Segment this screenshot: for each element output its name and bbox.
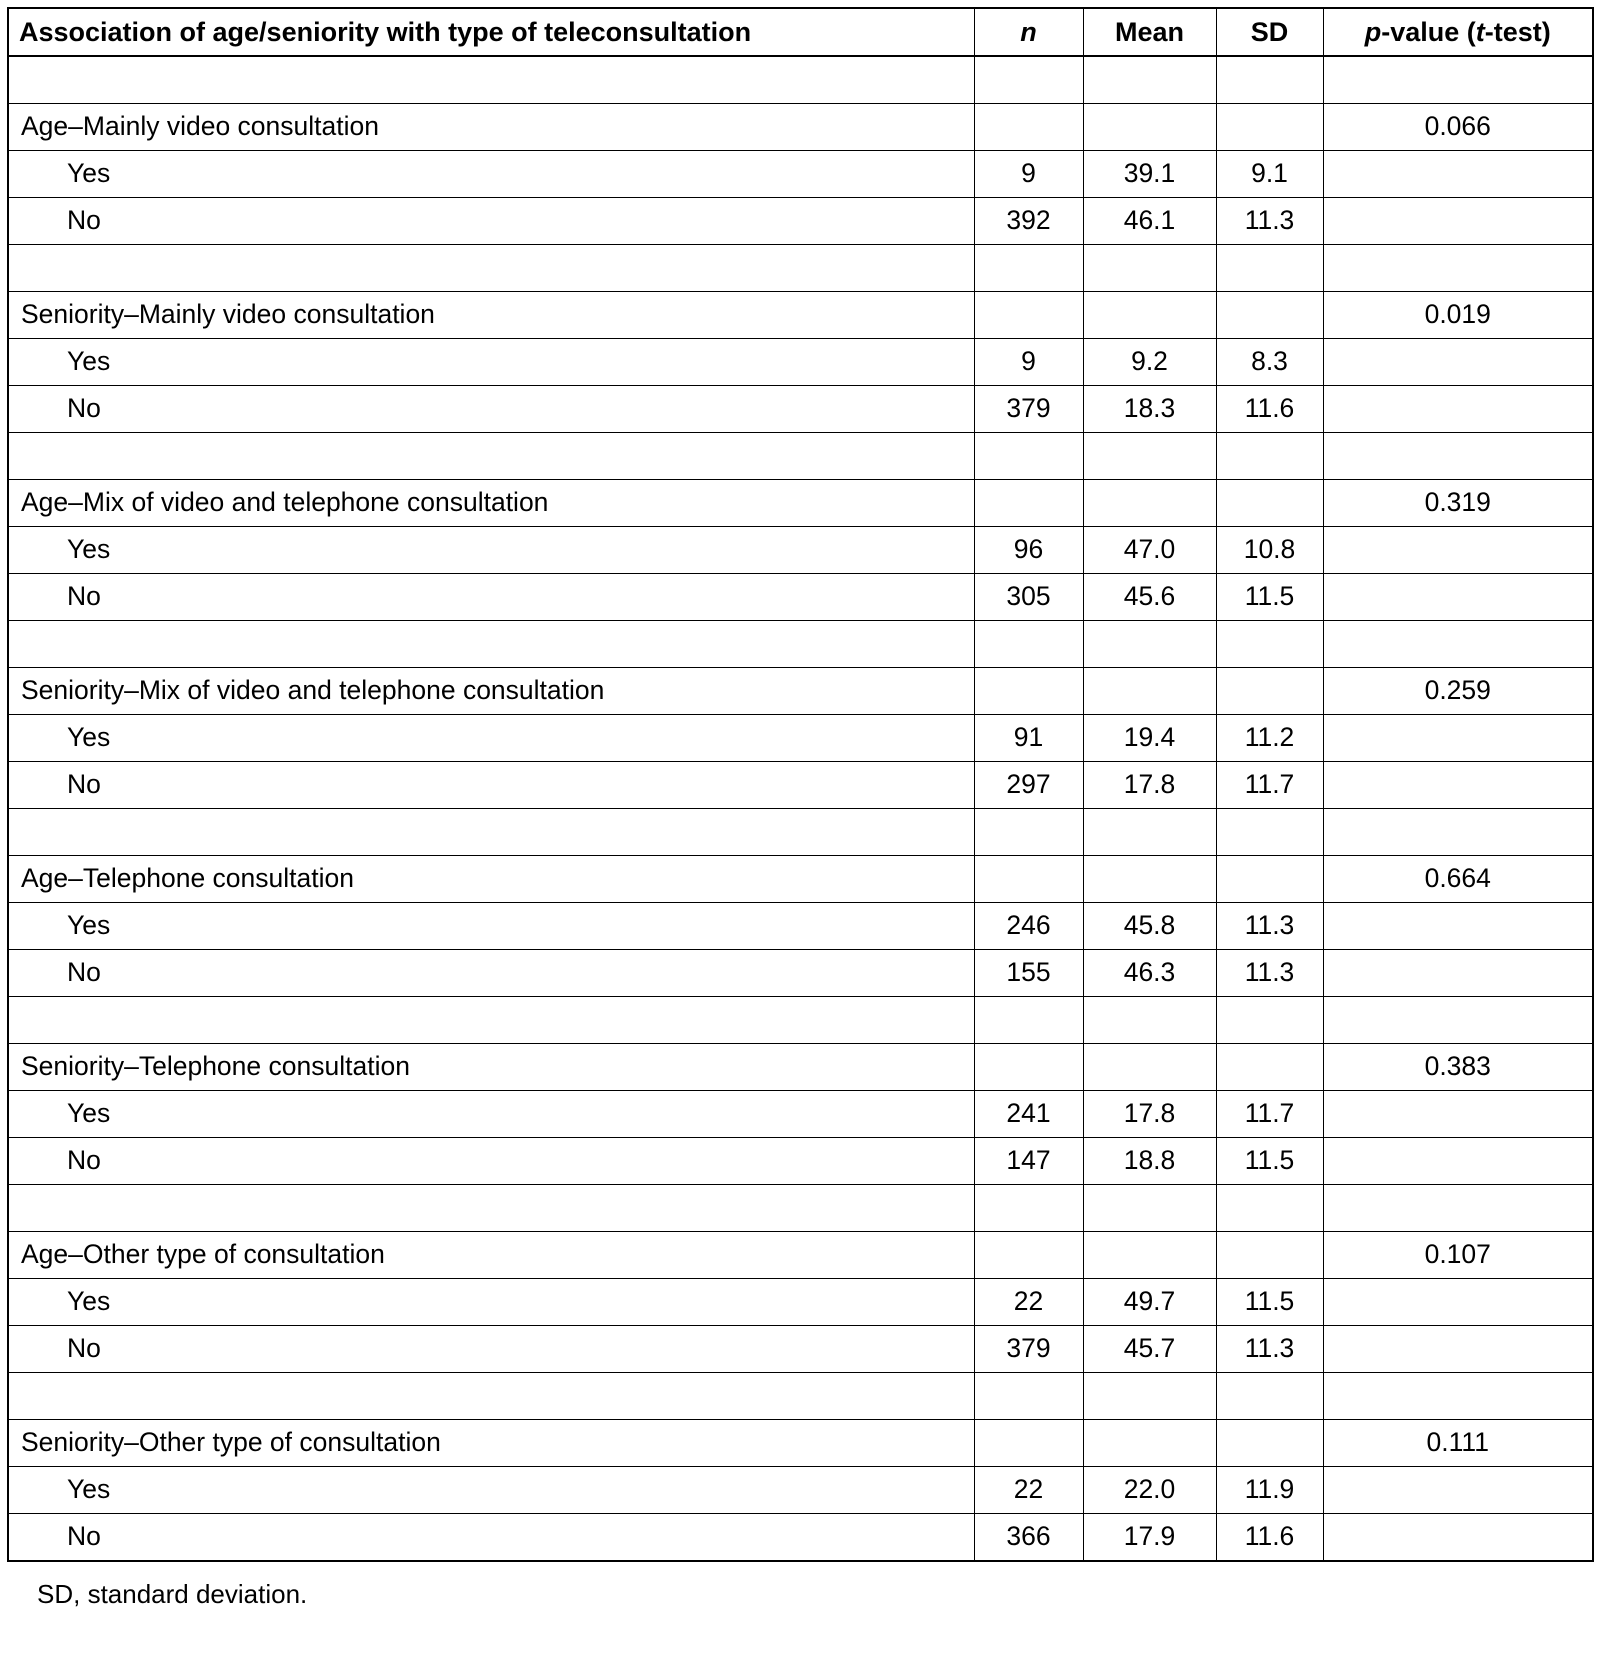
table-header	[8, 8, 1593, 56]
group-header-row	[8, 1044, 1593, 1091]
spacer-cell-description	[8, 56, 974, 104]
row-pvalue	[1323, 1326, 1593, 1373]
group-pvalue: 0.111	[1323, 1420, 1593, 1467]
group-n	[974, 292, 1083, 339]
table-row	[8, 1326, 1593, 1373]
row-label: Yes	[8, 715, 974, 762]
row-n: 305	[974, 574, 1083, 621]
spacer-cell-mean	[1083, 621, 1216, 668]
table-row	[8, 1091, 1593, 1138]
row-n: 366	[974, 1514, 1083, 1562]
row-n: 155	[974, 950, 1083, 997]
group-mean	[1083, 1420, 1216, 1467]
spacer-row	[8, 433, 1593, 480]
table-row	[8, 715, 1593, 762]
group-mean	[1083, 104, 1216, 151]
table-row	[8, 1467, 1593, 1514]
header-row	[8, 8, 1593, 56]
group-pvalue: 0.259	[1323, 668, 1593, 715]
row-sd: 8.3	[1216, 339, 1323, 386]
row-label: Yes	[8, 1279, 974, 1326]
row-pvalue	[1323, 1467, 1593, 1514]
row-mean: 45.6	[1083, 574, 1216, 621]
row-n: 9	[974, 151, 1083, 198]
row-mean: 46.3	[1083, 950, 1216, 997]
row-n: 246	[974, 903, 1083, 950]
row-pvalue	[1323, 339, 1593, 386]
group-n	[974, 668, 1083, 715]
spacer-cell-n	[974, 56, 1083, 104]
row-sd: 11.3	[1216, 1326, 1323, 1373]
row-sd: 11.3	[1216, 198, 1323, 245]
row-mean: 45.7	[1083, 1326, 1216, 1373]
row-mean: 18.8	[1083, 1138, 1216, 1185]
table-row	[8, 574, 1593, 621]
pvalue-t-symbol: t	[1475, 16, 1485, 47]
spacer-cell-sd	[1216, 56, 1323, 104]
table-row	[8, 950, 1593, 997]
group-title: Age–Telephone consultation	[8, 856, 974, 903]
spacer-cell-pvalue	[1323, 809, 1593, 856]
row-sd: 11.2	[1216, 715, 1323, 762]
row-n: 22	[974, 1467, 1083, 1514]
row-pvalue	[1323, 1138, 1593, 1185]
group-header-row	[8, 668, 1593, 715]
group-n	[974, 104, 1083, 151]
row-pvalue	[1323, 715, 1593, 762]
row-label: No	[8, 574, 974, 621]
spacer-row	[8, 997, 1593, 1044]
spacer-cell-sd	[1216, 245, 1323, 292]
spacer-cell-pvalue	[1323, 997, 1593, 1044]
row-sd: 11.3	[1216, 950, 1323, 997]
group-title: Age–Other type of consultation	[8, 1232, 974, 1279]
table-row	[8, 1279, 1593, 1326]
column-header-n: n	[974, 8, 1083, 56]
group-sd	[1216, 668, 1323, 715]
group-title: Seniority–Other type of consultation	[8, 1420, 974, 1467]
row-pvalue	[1323, 151, 1593, 198]
group-sd	[1216, 856, 1323, 903]
spacer-row	[8, 1185, 1593, 1232]
table-footnote: SD, standard deviation.	[37, 1579, 308, 1609]
table-row	[8, 527, 1593, 574]
group-n	[974, 1232, 1083, 1279]
row-n: 91	[974, 715, 1083, 762]
group-title: Seniority–Mix of video and telephone consultation	[8, 668, 974, 715]
row-sd: 11.7	[1216, 1091, 1323, 1138]
spacer-cell-mean	[1083, 809, 1216, 856]
row-sd: 9.1	[1216, 151, 1323, 198]
row-pvalue	[1323, 903, 1593, 950]
group-mean	[1083, 1232, 1216, 1279]
row-n: 96	[974, 527, 1083, 574]
spacer-cell-description	[8, 997, 974, 1044]
row-n: 379	[974, 386, 1083, 433]
group-sd	[1216, 1232, 1323, 1279]
group-sd	[1216, 1420, 1323, 1467]
row-sd: 11.3	[1216, 903, 1323, 950]
row-pvalue	[1323, 386, 1593, 433]
row-sd: 11.5	[1216, 1138, 1323, 1185]
group-n	[974, 1044, 1083, 1091]
group-pvalue: 0.383	[1323, 1044, 1593, 1091]
row-pvalue	[1323, 198, 1593, 245]
spacer-cell-description	[8, 433, 974, 480]
group-pvalue: 0.019	[1323, 292, 1593, 339]
row-sd: 11.7	[1216, 762, 1323, 809]
spacer-row	[8, 621, 1593, 668]
spacer-cell-n	[974, 997, 1083, 1044]
row-label: No	[8, 198, 974, 245]
group-mean	[1083, 480, 1216, 527]
row-mean: 17.8	[1083, 1091, 1216, 1138]
row-label: No	[8, 1138, 974, 1185]
table-row	[8, 386, 1593, 433]
spacer-cell-description	[8, 621, 974, 668]
spacer-cell-n	[974, 809, 1083, 856]
spacer-cell-sd	[1216, 997, 1323, 1044]
group-mean	[1083, 1044, 1216, 1091]
row-label: No	[8, 386, 974, 433]
pvalue-suffix-text: -test)	[1484, 16, 1551, 47]
row-n: 147	[974, 1138, 1083, 1185]
group-sd	[1216, 292, 1323, 339]
row-sd: 11.9	[1216, 1467, 1323, 1514]
row-mean: 17.9	[1083, 1514, 1216, 1562]
table-body	[8, 56, 1593, 1561]
table-row	[8, 1514, 1593, 1562]
row-mean: 49.7	[1083, 1279, 1216, 1326]
spacer-cell-description	[8, 245, 974, 292]
group-header-row	[8, 104, 1593, 151]
spacer-cell-pvalue	[1323, 245, 1593, 292]
spacer-cell-n	[974, 433, 1083, 480]
row-mean: 22.0	[1083, 1467, 1216, 1514]
group-header-row	[8, 1420, 1593, 1467]
group-mean	[1083, 668, 1216, 715]
spacer-cell-pvalue	[1323, 433, 1593, 480]
spacer-cell-pvalue	[1323, 621, 1593, 668]
group-pvalue: 0.664	[1323, 856, 1593, 903]
row-pvalue	[1323, 574, 1593, 621]
spacer-cell-sd	[1216, 809, 1323, 856]
spacer-cell-mean	[1083, 997, 1216, 1044]
group-title: Age–Mainly video consultation	[8, 104, 974, 151]
group-header-row	[8, 480, 1593, 527]
spacer-cell-sd	[1216, 433, 1323, 480]
row-pvalue	[1323, 762, 1593, 809]
spacer-cell-n	[974, 1373, 1083, 1420]
stats-table	[7, 7, 1594, 1562]
row-label: Yes	[8, 339, 974, 386]
table-row	[8, 198, 1593, 245]
group-sd	[1216, 104, 1323, 151]
group-header-row	[8, 1232, 1593, 1279]
spacer-row	[8, 245, 1593, 292]
row-sd: 11.5	[1216, 1279, 1323, 1326]
row-label: No	[8, 950, 974, 997]
row-n: 9	[974, 339, 1083, 386]
table-row	[8, 762, 1593, 809]
group-mean	[1083, 292, 1216, 339]
row-mean: 46.1	[1083, 198, 1216, 245]
row-n: 297	[974, 762, 1083, 809]
table-row	[8, 339, 1593, 386]
row-label: Yes	[8, 1467, 974, 1514]
row-pvalue	[1323, 1514, 1593, 1562]
column-header-description: Association of age/seniority with type of teleconsultation	[8, 8, 974, 56]
table-row	[8, 151, 1593, 198]
row-sd: 11.5	[1216, 574, 1323, 621]
spacer-row	[8, 809, 1593, 856]
spacer-cell-description	[8, 1373, 974, 1420]
group-pvalue: 0.319	[1323, 480, 1593, 527]
row-pvalue	[1323, 1279, 1593, 1326]
spacer-cell-n	[974, 245, 1083, 292]
row-pvalue	[1323, 527, 1593, 574]
spacer-cell-sd	[1216, 621, 1323, 668]
row-n: 379	[974, 1326, 1083, 1373]
row-mean: 17.8	[1083, 762, 1216, 809]
spacer-cell-mean	[1083, 1185, 1216, 1232]
row-label: Yes	[8, 903, 974, 950]
group-title: Age–Mix of video and telephone consultation	[8, 480, 974, 527]
spacer-cell-pvalue	[1323, 1373, 1593, 1420]
spacer-cell-mean	[1083, 433, 1216, 480]
row-n: 392	[974, 198, 1083, 245]
pvalue-p-symbol: p	[1364, 16, 1382, 47]
group-pvalue: 0.066	[1323, 104, 1593, 151]
row-mean: 45.8	[1083, 903, 1216, 950]
group-sd	[1216, 1044, 1323, 1091]
group-header-row	[8, 856, 1593, 903]
row-pvalue	[1323, 950, 1593, 997]
table-row	[8, 903, 1593, 950]
column-header-sd: SD	[1216, 8, 1323, 56]
row-sd: 11.6	[1216, 386, 1323, 433]
spacer-cell-description	[8, 809, 974, 856]
column-header-pvalue	[1323, 8, 1593, 56]
group-n	[974, 856, 1083, 903]
spacer-cell-description	[8, 1185, 974, 1232]
group-n	[974, 1420, 1083, 1467]
row-pvalue	[1323, 1091, 1593, 1138]
spacer-cell-mean	[1083, 245, 1216, 292]
row-n: 241	[974, 1091, 1083, 1138]
group-sd	[1216, 480, 1323, 527]
table-row	[8, 1138, 1593, 1185]
column-header-mean: Mean	[1083, 8, 1216, 56]
row-n: 22	[974, 1279, 1083, 1326]
spacer-cell-sd	[1216, 1185, 1323, 1232]
row-label: No	[8, 762, 974, 809]
row-label: Yes	[8, 527, 974, 574]
row-label: Yes	[8, 151, 974, 198]
row-label: Yes	[8, 1091, 974, 1138]
spacer-row	[8, 1373, 1593, 1420]
row-mean: 19.4	[1083, 715, 1216, 762]
group-title: Seniority–Telephone consultation	[8, 1044, 974, 1091]
row-sd: 11.6	[1216, 1514, 1323, 1562]
spacer-cell-mean	[1083, 1373, 1216, 1420]
spacer-cell-pvalue	[1323, 1185, 1593, 1232]
group-title: Seniority–Mainly video consultation	[8, 292, 974, 339]
row-mean: 47.0	[1083, 527, 1216, 574]
row-mean: 39.1	[1083, 151, 1216, 198]
spacer-cell-n	[974, 1185, 1083, 1232]
group-pvalue: 0.107	[1323, 1232, 1593, 1279]
row-label: No	[8, 1514, 974, 1562]
group-header-row	[8, 292, 1593, 339]
pvalue-middle-text: -value (	[1381, 16, 1476, 47]
spacer-row	[8, 56, 1593, 104]
group-mean	[1083, 856, 1216, 903]
row-mean: 9.2	[1083, 339, 1216, 386]
spacer-cell-mean	[1083, 56, 1216, 104]
spacer-cell-pvalue	[1323, 56, 1593, 104]
group-n	[974, 480, 1083, 527]
row-label: No	[8, 1326, 974, 1373]
spacer-cell-sd	[1216, 1373, 1323, 1420]
row-mean: 18.3	[1083, 386, 1216, 433]
spacer-cell-n	[974, 621, 1083, 668]
row-sd: 10.8	[1216, 527, 1323, 574]
